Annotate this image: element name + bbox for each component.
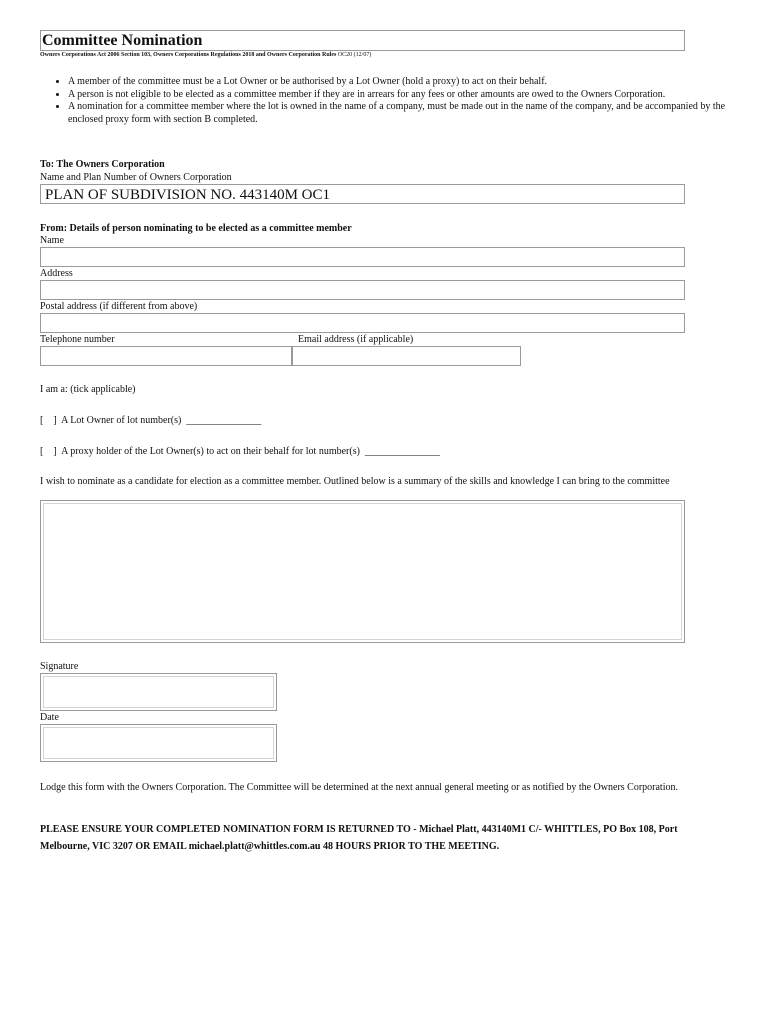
- signature-inner: [43, 676, 274, 708]
- nomination-statement: I wish to nominate as a candidate for election as a committee member. Outlined below is a summary of the skills and knowledge I can bring to the committee: [40, 476, 670, 487]
- return-instructions: PLEASE ENSURE YOUR COMPLETED NOMINATION FORM IS RETURNED TO - Michael Platt, 443140M1 C/- WHITTLES, PO Box 108, Port Melbourne, VIC 3207 OR EMAIL michael.platt@whittles.com.au 48 HOURS PRIOR TO THE MEETING.: [40, 824, 678, 852]
- signature-field[interactable]: [40, 673, 277, 711]
- date-label: Date: [40, 712, 59, 723]
- email-field[interactable]: [292, 346, 521, 366]
- postal-address-field[interactable]: [40, 313, 685, 333]
- name-field[interactable]: [40, 247, 685, 267]
- email-label: Email address (if applicable): [298, 334, 414, 345]
- form-title: Committee Nomination: [42, 32, 203, 49]
- eligibility-notes: [40, 76, 728, 126]
- plan-field[interactable]: [40, 184, 685, 204]
- proxy-holder-option[interactable]: [ ] A proxy holder of the Lot Owner(s) to act on their behalf for lot number(s) _______________: [40, 446, 440, 457]
- role-label: I am a: (tick applicable): [40, 384, 136, 395]
- plan-label: Name and Plan Number of Owners Corporation: [40, 172, 232, 183]
- legislation-reference-text: Owners Corporations Act 2006 Section 103, Owners Corporations Regulations 2018 and Owners Corporation Rules: [40, 52, 337, 58]
- address-label: Address: [40, 268, 73, 279]
- legislation-reference: [40, 52, 371, 58]
- note-item: • A nomination for a committee member where the lot is owned in the name of a company, must be made out in the name of the company, and be accompanied by the enclosed proxy form with section B completed.: [68, 101, 728, 126]
- telephone-field[interactable]: [40, 346, 292, 366]
- postal-address-label: Postal address (if different from above): [40, 301, 198, 312]
- skills-summary-field[interactable]: [40, 500, 685, 643]
- telephone-label: Telephone number: [40, 334, 115, 345]
- skills-summary-inner: [43, 503, 682, 640]
- note-item: • A person is not eligible to be elected as a committee member if they are in arrears for any fees or other amounts are owed to the Owners Corporation.: [68, 89, 728, 102]
- signature-label: Signature: [40, 661, 79, 672]
- to-heading: To: The Owners Corporation: [40, 159, 165, 170]
- date-field[interactable]: [40, 724, 277, 762]
- address-field[interactable]: [40, 280, 685, 300]
- form-title-box: [40, 30, 685, 51]
- form-code: OC20 (12/07): [336, 52, 372, 58]
- lodge-instructions: Lodge this form with the Owners Corporation. The Committee will be determined at the next annual general meeting or as notified by the Owners Corporation.: [40, 782, 678, 793]
- lot-owner-option[interactable]: [ ] A Lot Owner of lot number(s) _______________: [40, 415, 262, 426]
- from-heading: From: Details of person nominating to be elected as a committee member: [40, 223, 352, 234]
- name-label: Name: [40, 235, 64, 246]
- plan-value: PLAN OF SUBDIVISION NO. 443140M OC1: [45, 187, 331, 203]
- date-inner: [43, 727, 274, 759]
- note-item: • A member of the committee must be a Lot Owner or be authorised by a Lot Owner (hold a proxy) to act on their behalf.: [68, 76, 728, 89]
